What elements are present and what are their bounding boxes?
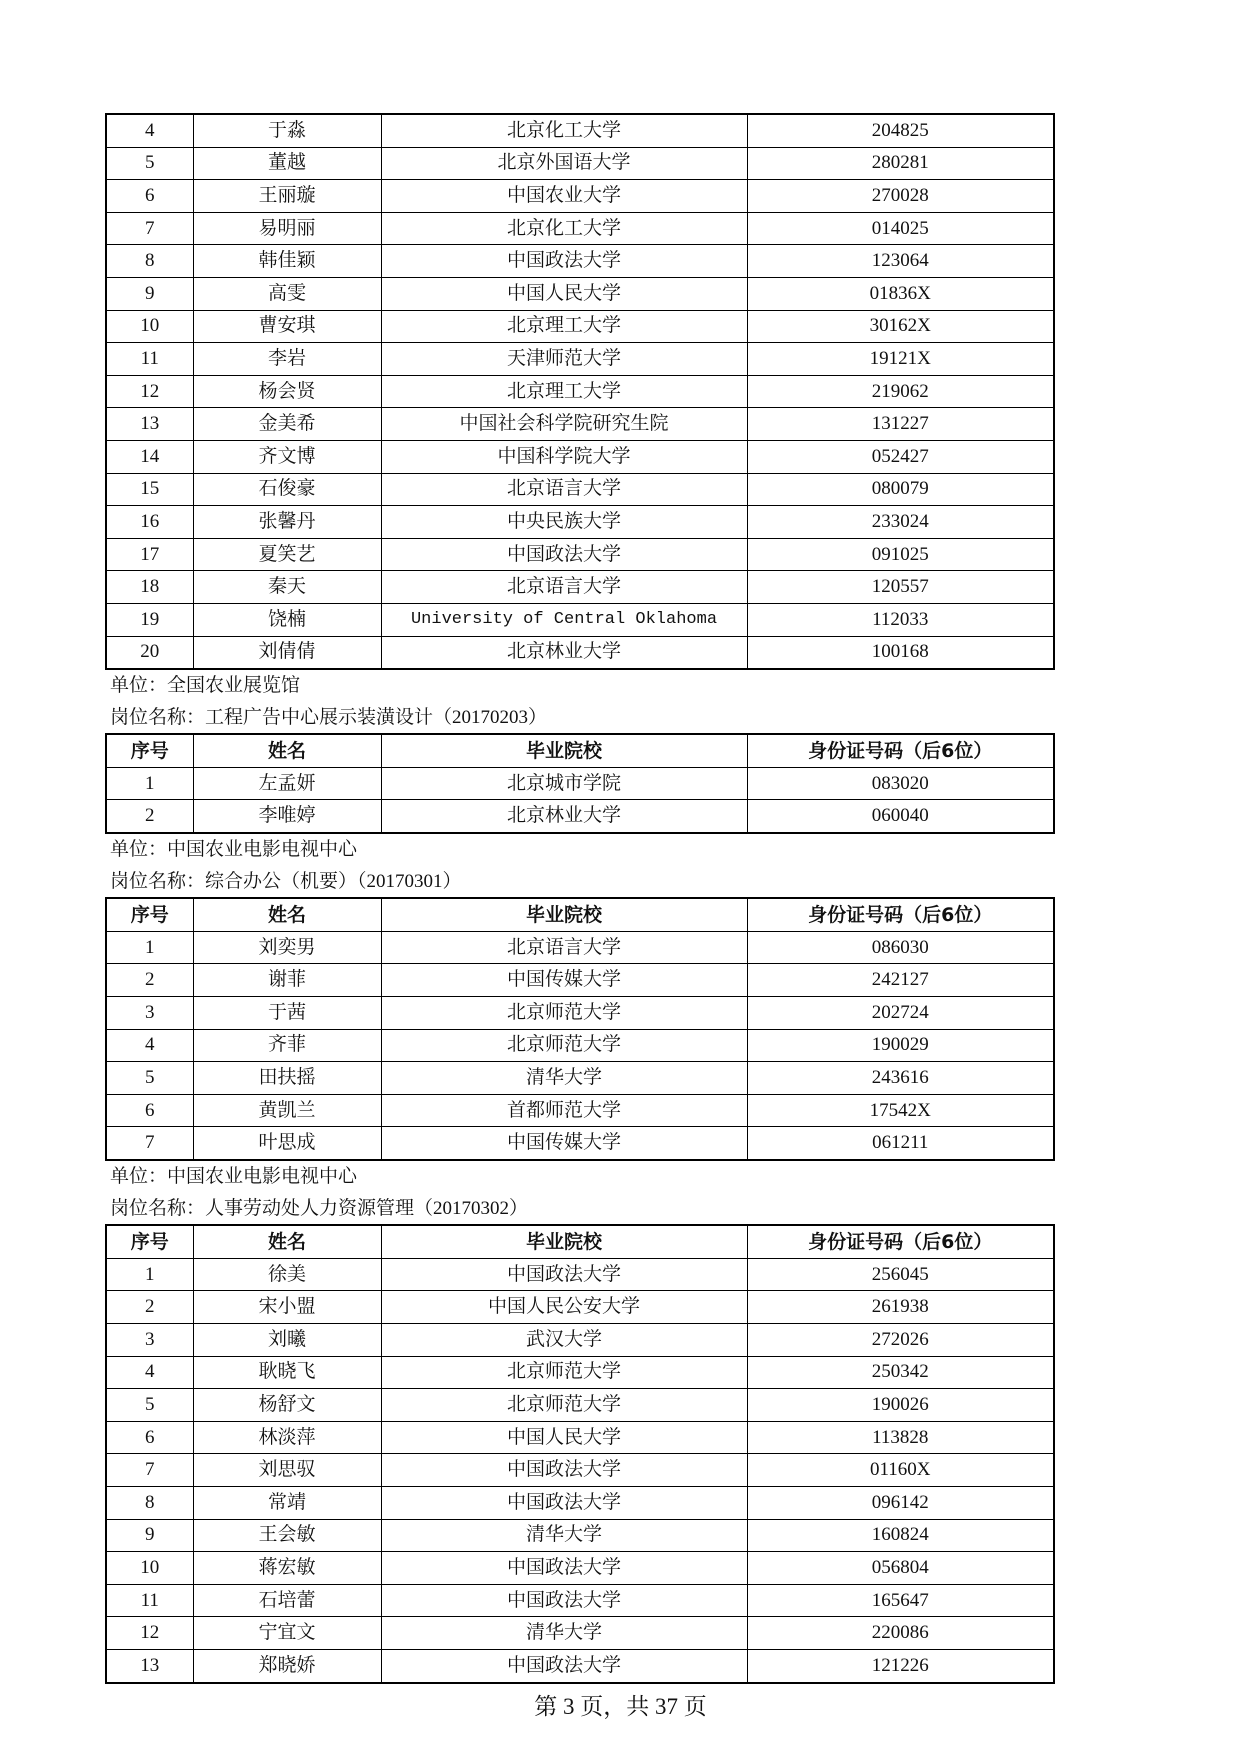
- row-number: 13: [106, 1649, 193, 1682]
- candidate-name: 谢菲: [193, 964, 381, 997]
- school-name: 清华大学: [381, 1617, 747, 1650]
- candidate-name: 黄凯兰: [193, 1094, 381, 1127]
- column-header-school: 毕业院校: [381, 898, 747, 931]
- table-row: [106, 114, 1054, 147]
- table-row: [106, 1617, 1054, 1650]
- row-number: 9: [106, 1519, 193, 1552]
- candidate-name: 王丽璇: [193, 180, 381, 213]
- row-number: 6: [106, 180, 193, 213]
- row-number: 11: [106, 343, 193, 376]
- candidate-name: 石俊豪: [193, 473, 381, 506]
- candidate-name: 刘倩倩: [193, 636, 381, 669]
- school-name: 中国政法大学: [381, 1454, 747, 1487]
- column-header-id: 身份证号码（后6位）: [747, 898, 1054, 931]
- position-label: 岗位名称：综合办公（机要）（20170301）: [110, 870, 462, 892]
- table-row: [106, 571, 1054, 604]
- id-suffix: 112033: [747, 603, 1054, 636]
- candidate-name: 刘曦: [193, 1323, 381, 1356]
- row-number: 10: [106, 310, 193, 343]
- school-name: 北京师范大学: [381, 1356, 747, 1389]
- candidate-table: [105, 1224, 1055, 1683]
- row-number: 11: [106, 1584, 193, 1617]
- candidate-name: 夏笑艺: [193, 538, 381, 571]
- candidate-name: 杨舒文: [193, 1389, 381, 1422]
- school-name: 清华大学: [381, 1519, 747, 1552]
- column-header-name: 姓名: [193, 1225, 381, 1258]
- id-suffix: 160824: [747, 1519, 1054, 1552]
- id-suffix: 220086: [747, 1617, 1054, 1650]
- row-number: 14: [106, 440, 193, 473]
- school-name: 中国人民大学: [381, 277, 747, 310]
- table-row: [106, 1584, 1054, 1617]
- table-row: [106, 1649, 1054, 1682]
- id-suffix: 261938: [747, 1291, 1054, 1324]
- id-suffix: 083020: [747, 767, 1054, 800]
- id-suffix: 256045: [747, 1258, 1054, 1291]
- school-name: 中国传媒大学: [381, 964, 747, 997]
- column-header-school: 毕业院校: [381, 1225, 747, 1258]
- candidate-name: 徐美: [193, 1258, 381, 1291]
- school-name: 清华大学: [381, 1062, 747, 1095]
- table-row: [106, 1127, 1054, 1160]
- row-number: 5: [106, 1062, 193, 1095]
- table-row: [106, 375, 1054, 408]
- school-name: 中国政法大学: [381, 1552, 747, 1585]
- row-number: 9: [106, 277, 193, 310]
- candidate-name: 于淼: [193, 114, 381, 147]
- school-name: 北京师范大学: [381, 1029, 747, 1062]
- table-row: [106, 636, 1054, 669]
- row-number: 1: [106, 1258, 193, 1291]
- table-row: [106, 310, 1054, 343]
- row-number: 5: [106, 1389, 193, 1422]
- table-row: [106, 1323, 1054, 1356]
- id-suffix: 17542X: [747, 1094, 1054, 1127]
- row-number: 4: [106, 114, 193, 147]
- row-number: 8: [106, 245, 193, 278]
- table-row: [106, 343, 1054, 376]
- table-row: [106, 473, 1054, 506]
- column-header-id: 身份证号码（后6位）: [747, 734, 1054, 767]
- unit-label: 单位：中国农业电影电视中心: [110, 839, 358, 861]
- school-name: 北京语言大学: [381, 931, 747, 964]
- candidate-name: 齐文博: [193, 440, 381, 473]
- candidate-name: 金美希: [193, 408, 381, 441]
- table-row: [106, 538, 1054, 571]
- id-suffix: 086030: [747, 931, 1054, 964]
- school-name: 北京理工大学: [381, 310, 747, 343]
- candidate-name: 叶思成: [193, 1127, 381, 1160]
- id-suffix: 080079: [747, 473, 1054, 506]
- table-row: [106, 931, 1054, 964]
- page-footer: 第 3 页，共 37 页: [534, 1694, 707, 1719]
- id-suffix: 270028: [747, 180, 1054, 213]
- table-row: [106, 964, 1054, 997]
- id-suffix: 250342: [747, 1356, 1054, 1389]
- candidate-name: 齐菲: [193, 1029, 381, 1062]
- row-number: 6: [106, 1421, 193, 1454]
- unit-label: 单位：中国农业电影电视中心: [110, 1166, 358, 1187]
- candidate-table: [105, 897, 1055, 1161]
- table-row: [106, 1356, 1054, 1389]
- table-row: [106, 1421, 1054, 1454]
- column-header-name: 姓名: [193, 898, 381, 931]
- id-suffix: 165647: [747, 1584, 1054, 1617]
- school-name: 首都师范大学: [381, 1094, 747, 1127]
- id-suffix: 056804: [747, 1552, 1054, 1585]
- school-name: 中央民族大学: [381, 506, 747, 539]
- candidate-name: 韩佳颖: [193, 245, 381, 278]
- id-suffix: 190029: [747, 1029, 1054, 1062]
- table-row: [106, 1029, 1054, 1062]
- table-row: [106, 212, 1054, 245]
- id-suffix: 190026: [747, 1389, 1054, 1422]
- candidate-name: 郑晓娇: [193, 1649, 381, 1682]
- id-suffix: 242127: [747, 964, 1054, 997]
- id-suffix: 272026: [747, 1323, 1054, 1356]
- row-number: 15: [106, 473, 193, 506]
- school-name: 中国政法大学: [381, 1649, 747, 1682]
- table-row: [106, 1258, 1054, 1291]
- table-row: [106, 277, 1054, 310]
- row-number: 5: [106, 147, 193, 180]
- row-number: 10: [106, 1552, 193, 1585]
- candidate-name: 宁宜文: [193, 1617, 381, 1650]
- table-row: [106, 1486, 1054, 1519]
- column-header-id: 身份证号码（后6位）: [747, 1225, 1054, 1258]
- column-header-no: 序号: [106, 898, 193, 931]
- school-name: 北京林业大学: [381, 800, 747, 833]
- school-name: 中国传媒大学: [381, 1127, 747, 1160]
- row-number: 7: [106, 1454, 193, 1487]
- id-suffix: 01160X: [747, 1454, 1054, 1487]
- school-name: 中国农业大学: [381, 180, 747, 213]
- candidate-name: 李唯婷: [193, 800, 381, 833]
- school-name: 中国政法大学: [381, 1486, 747, 1519]
- table-row: [106, 408, 1054, 441]
- candidate-name: 蒋宏敏: [193, 1552, 381, 1585]
- school-name: 北京城市学院: [381, 767, 747, 800]
- candidate-name: 刘思驭: [193, 1454, 381, 1487]
- candidate-name: 于茜: [193, 997, 381, 1030]
- row-number: 4: [106, 1356, 193, 1389]
- school-name: 北京林业大学: [381, 636, 747, 669]
- document-content: [105, 113, 1055, 1684]
- school-name: 北京化工大学: [381, 114, 747, 147]
- school-name: 武汉大学: [381, 1323, 747, 1356]
- table-row: [106, 603, 1054, 636]
- school-name: 中国政法大学: [381, 245, 747, 278]
- row-number: 1: [106, 767, 193, 800]
- column-header-name: 姓名: [193, 734, 381, 767]
- row-number: 1: [106, 931, 193, 964]
- school-name: 中国人民大学: [381, 1421, 747, 1454]
- row-number: 7: [106, 212, 193, 245]
- id-suffix: 060040: [747, 800, 1054, 833]
- table-row: [106, 997, 1054, 1030]
- table-row: [106, 1552, 1054, 1585]
- unit-label: 单位：全国农业展览馆: [110, 675, 301, 697]
- table-row: [106, 800, 1054, 833]
- school-name: 中国政法大学: [381, 1584, 747, 1617]
- id-suffix: 121226: [747, 1649, 1054, 1682]
- candidate-name: 张馨丹: [193, 506, 381, 539]
- candidate-name: 杨会贤: [193, 375, 381, 408]
- school-name: 中国政法大学: [381, 538, 747, 571]
- candidate-name: 高雯: [193, 277, 381, 310]
- table-row: [106, 1519, 1054, 1552]
- row-number: 6: [106, 1094, 193, 1127]
- school-name: 北京师范大学: [381, 997, 747, 1030]
- table-row: [106, 1291, 1054, 1324]
- id-suffix: 100168: [747, 636, 1054, 669]
- column-header-no: 序号: [106, 1225, 193, 1258]
- id-suffix: 280281: [747, 147, 1054, 180]
- school-name: 北京师范大学: [381, 1389, 747, 1422]
- candidate-name: 董越: [193, 147, 381, 180]
- school-name: 北京化工大学: [381, 212, 747, 245]
- candidate-name: 秦天: [193, 571, 381, 604]
- id-suffix: 243616: [747, 1062, 1054, 1095]
- row-number: 7: [106, 1127, 193, 1160]
- candidate-table: [105, 113, 1055, 670]
- id-suffix: 052427: [747, 440, 1054, 473]
- row-number: 16: [106, 506, 193, 539]
- id-suffix: 202724: [747, 997, 1054, 1030]
- table-row: [106, 245, 1054, 278]
- school-name: 北京语言大学: [381, 571, 747, 604]
- row-number: 2: [106, 800, 193, 833]
- id-suffix: 120557: [747, 571, 1054, 604]
- school-name: 北京语言大学: [381, 473, 747, 506]
- school-name: 北京外国语大学: [381, 147, 747, 180]
- row-number: 19: [106, 603, 193, 636]
- id-suffix: 131227: [747, 408, 1054, 441]
- row-number: 4: [106, 1029, 193, 1062]
- id-suffix: 30162X: [747, 310, 1054, 343]
- id-suffix: 014025: [747, 212, 1054, 245]
- table-header-row: [106, 898, 1054, 931]
- table-row: [106, 1094, 1054, 1127]
- id-suffix: 123064: [747, 245, 1054, 278]
- id-suffix: 091025: [747, 538, 1054, 571]
- table-row: [106, 506, 1054, 539]
- position-label: 岗位名称：工程广告中心展示装潢设计（20170203）: [110, 706, 548, 728]
- candidate-name: 饶楠: [193, 603, 381, 636]
- id-suffix: 219062: [747, 375, 1054, 408]
- candidate-name: 易明丽: [193, 212, 381, 245]
- id-suffix: 19121X: [747, 343, 1054, 376]
- row-number: 2: [106, 964, 193, 997]
- row-number: 12: [106, 375, 193, 408]
- column-header-no: 序号: [106, 734, 193, 767]
- id-suffix: 233024: [747, 506, 1054, 539]
- table-row: [106, 1389, 1054, 1422]
- row-number: 12: [106, 1617, 193, 1650]
- table-row: [106, 180, 1054, 213]
- table-row: [106, 1454, 1054, 1487]
- candidate-name: 左孟妍: [193, 767, 381, 800]
- column-header-school: 毕业院校: [381, 734, 747, 767]
- row-number: 3: [106, 997, 193, 1030]
- id-suffix: 061211: [747, 1127, 1054, 1160]
- row-number: 18: [106, 571, 193, 604]
- school-name: University of Central Oklahoma: [381, 603, 747, 636]
- table-header-row: [106, 734, 1054, 767]
- candidate-name: 宋小盟: [193, 1291, 381, 1324]
- candidate-name: 李岩: [193, 343, 381, 376]
- row-number: 8: [106, 1486, 193, 1519]
- candidate-name: 林淡萍: [193, 1421, 381, 1454]
- school-name: 中国科学院大学: [381, 440, 747, 473]
- row-number: 17: [106, 538, 193, 571]
- row-number: 2: [106, 1291, 193, 1324]
- school-name: 北京理工大学: [381, 375, 747, 408]
- school-name: 中国政法大学: [381, 1258, 747, 1291]
- candidate-name: 耿晓飞: [193, 1356, 381, 1389]
- candidate-name: 田扶摇: [193, 1062, 381, 1095]
- id-suffix: 204825: [747, 114, 1054, 147]
- table-row: [106, 147, 1054, 180]
- candidate-name: 刘奕男: [193, 931, 381, 964]
- table-row: [106, 1062, 1054, 1095]
- row-number: 13: [106, 408, 193, 441]
- row-number: 20: [106, 636, 193, 669]
- row-number: 3: [106, 1323, 193, 1356]
- table-header-row: [106, 1225, 1054, 1258]
- candidate-name: 常靖: [193, 1486, 381, 1519]
- candidate-name: 王会敏: [193, 1519, 381, 1552]
- id-suffix: 096142: [747, 1486, 1054, 1519]
- table-row: [106, 440, 1054, 473]
- candidate-name: 曹安琪: [193, 310, 381, 343]
- id-suffix: 01836X: [747, 277, 1054, 310]
- position-label: 岗位名称：人事劳动处人力资源管理（20170302）: [110, 1197, 529, 1219]
- table-row: [106, 767, 1054, 800]
- school-name: 中国社会科学院研究生院: [381, 408, 747, 441]
- school-name: 天津师范大学: [381, 343, 747, 376]
- school-name: 中国人民公安大学: [381, 1291, 747, 1324]
- id-suffix: 113828: [747, 1421, 1054, 1454]
- candidate-table: [105, 733, 1055, 834]
- candidate-name: 石培蕾: [193, 1584, 381, 1617]
